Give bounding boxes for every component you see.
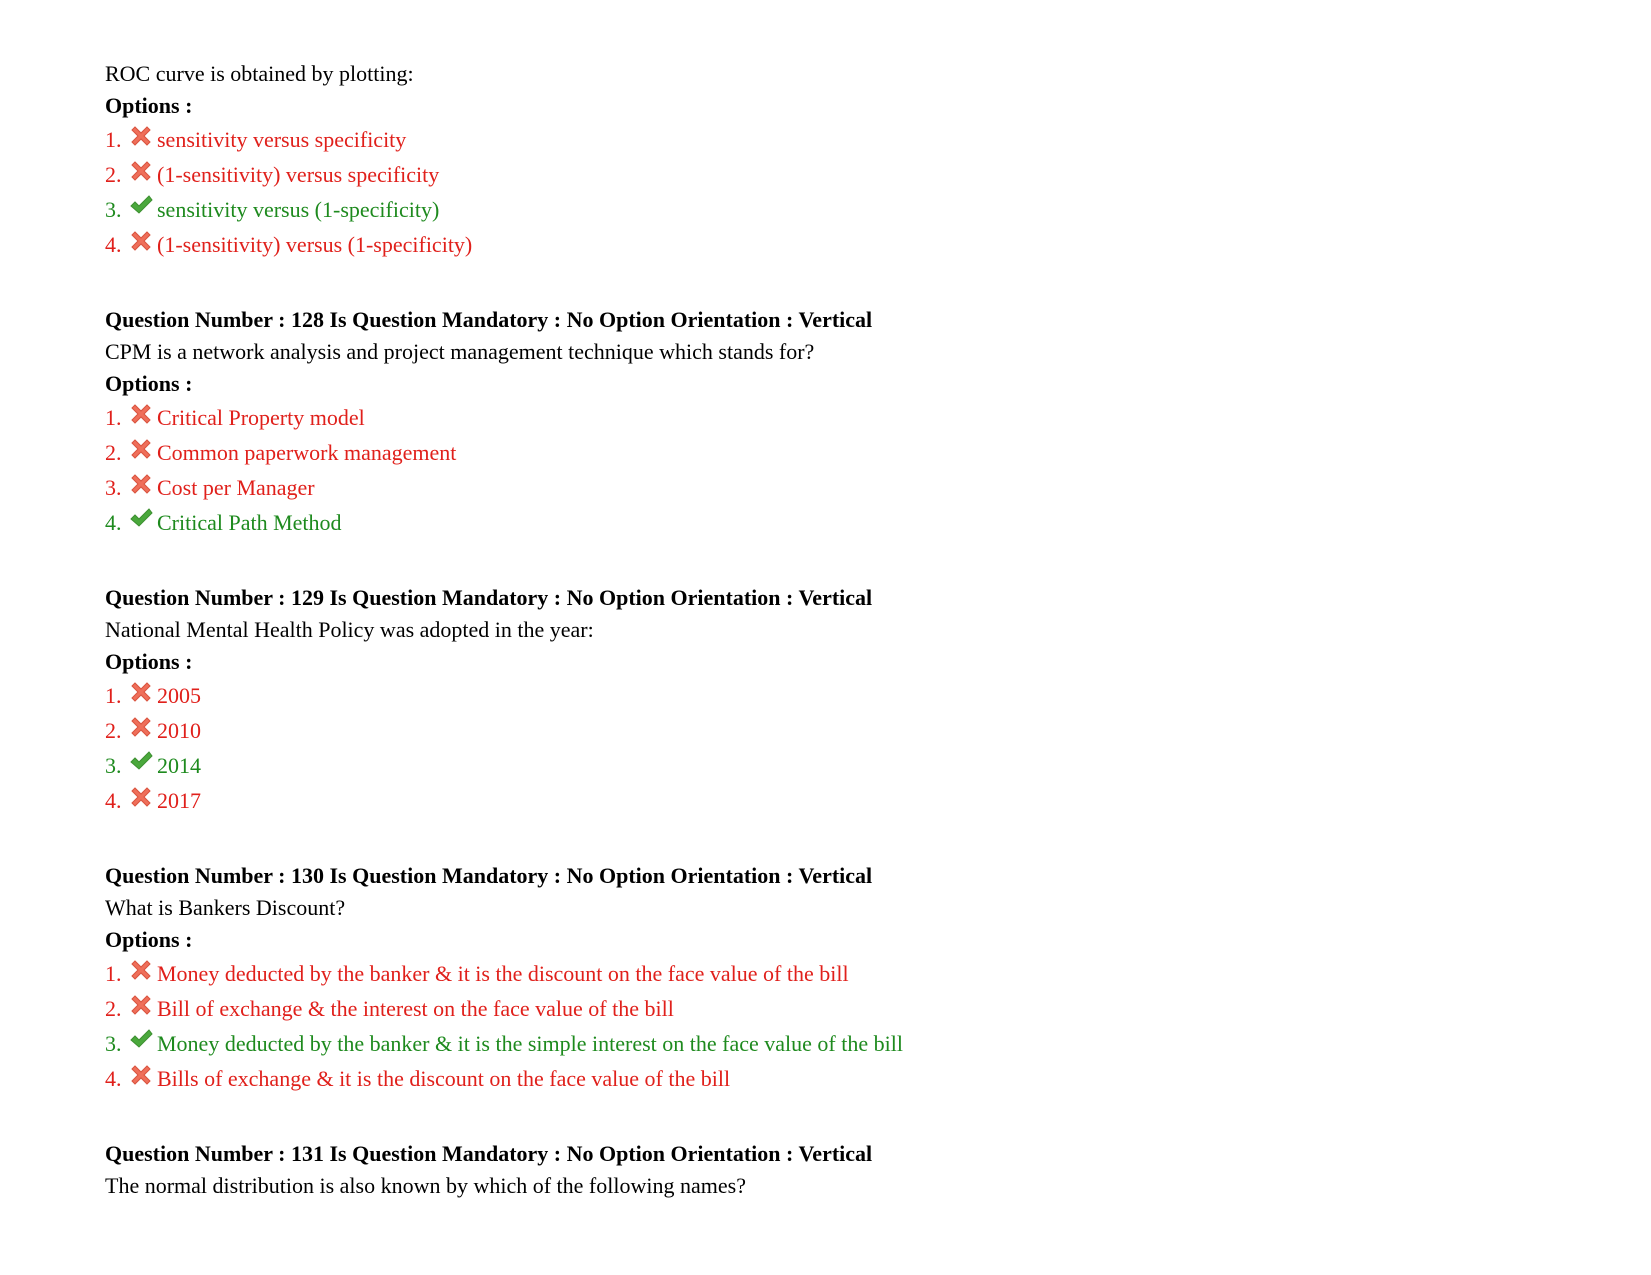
option-text: Critical Path Method — [157, 510, 342, 535]
option-text: 2014 — [157, 753, 201, 778]
option-number: 3. — [105, 197, 122, 222]
question-header: Question Number : 131 Is Question Mandatory : No Option Orientation : Vertical — [105, 1141, 873, 1166]
correct-option — [105, 1026, 1555, 1061]
wrong-option — [105, 157, 1555, 192]
question-text: What is Bankers Discount? — [105, 895, 346, 920]
wrong-option — [105, 1061, 1555, 1096]
correct-option — [105, 505, 1555, 540]
option-text: (1-sensitivity) versus (1-specificity) — [157, 232, 473, 257]
cross-icon — [129, 678, 153, 702]
check-icon — [129, 1026, 153, 1050]
option-text: Money deducted by the banker & it is the simple interest on the face value of the bill — [157, 1031, 903, 1056]
wrong-option — [105, 227, 1555, 262]
option-number: 2. — [105, 996, 122, 1021]
option-number: 1. — [105, 405, 122, 430]
question-text: The normal distribution is also known by which of the following names? — [105, 1173, 746, 1198]
option-text: 2010 — [157, 718, 201, 743]
cross-icon — [129, 435, 153, 459]
option-number: 4. — [105, 232, 122, 257]
cross-icon — [129, 991, 153, 1015]
option-text: Bill of exchange & the interest on the face value of the bill — [157, 996, 674, 1021]
question-header: Question Number : 129 Is Question Mandatory : No Option Orientation : Vertical — [105, 585, 873, 610]
options-label: Options : — [105, 649, 193, 674]
options-label: Options : — [105, 93, 193, 118]
option-text: sensitivity versus (1-specificity) — [157, 197, 440, 222]
option-number: 3. — [105, 1031, 122, 1056]
option-number: 2. — [105, 162, 122, 187]
wrong-option — [105, 713, 1555, 748]
check-icon — [129, 748, 153, 772]
question-header: Question Number : 128 Is Question Mandatory : No Option Orientation : Vertical — [105, 307, 873, 332]
option-text: Critical Property model — [157, 405, 365, 430]
question-paper — [105, 58, 1555, 1244]
option-text: Common paperwork management — [157, 440, 457, 465]
correct-option — [105, 192, 1555, 227]
wrong-option — [105, 678, 1555, 713]
cross-icon — [129, 122, 153, 146]
question-block — [105, 58, 1555, 262]
check-icon — [129, 505, 153, 529]
cross-icon — [129, 470, 153, 494]
option-number: 3. — [105, 475, 122, 500]
cross-icon — [129, 400, 153, 424]
option-number: 4. — [105, 510, 122, 535]
option-number: 1. — [105, 683, 122, 708]
question-block — [105, 582, 1555, 818]
question-block — [105, 304, 1555, 540]
wrong-option — [105, 783, 1555, 818]
wrong-option — [105, 470, 1555, 505]
cross-icon — [129, 783, 153, 807]
option-text: 2005 — [157, 683, 201, 708]
option-number: 1. — [105, 961, 122, 986]
question-text: CPM is a network analysis and project management technique which stands for? — [105, 339, 815, 364]
option-number: 1. — [105, 127, 122, 152]
wrong-option — [105, 122, 1555, 157]
option-text: Cost per Manager — [157, 475, 315, 500]
cross-icon — [129, 157, 153, 181]
wrong-option — [105, 435, 1555, 470]
cross-icon — [129, 1061, 153, 1085]
question-text: ROC curve is obtained by plotting: — [105, 61, 414, 86]
option-number: 3. — [105, 753, 122, 778]
options-label: Options : — [105, 371, 193, 396]
wrong-option — [105, 991, 1555, 1026]
question-block — [105, 1138, 1555, 1202]
option-number: 2. — [105, 718, 122, 743]
question-header: Question Number : 130 Is Question Mandatory : No Option Orientation : Vertical — [105, 863, 873, 888]
options-label: Options : — [105, 927, 193, 952]
option-text: Bills of exchange & it is the discount on the face value of the bill — [157, 1066, 731, 1091]
option-number: 4. — [105, 1066, 122, 1091]
option-number: 4. — [105, 788, 122, 813]
option-text: 2017 — [157, 788, 201, 813]
option-text: sensitivity versus specificity — [157, 127, 407, 152]
cross-icon — [129, 956, 153, 980]
check-icon — [129, 192, 153, 216]
cross-icon — [129, 713, 153, 737]
correct-option — [105, 748, 1555, 783]
cross-icon — [129, 227, 153, 251]
wrong-option — [105, 400, 1555, 435]
wrong-option — [105, 956, 1555, 991]
question-block — [105, 860, 1555, 1096]
option-text: Money deducted by the banker & it is the discount on the face value of the bill — [157, 961, 849, 986]
question-text: National Mental Health Policy was adopted in the year: — [105, 617, 594, 642]
option-text: (1-sensitivity) versus specificity — [157, 162, 440, 187]
option-number: 2. — [105, 440, 122, 465]
